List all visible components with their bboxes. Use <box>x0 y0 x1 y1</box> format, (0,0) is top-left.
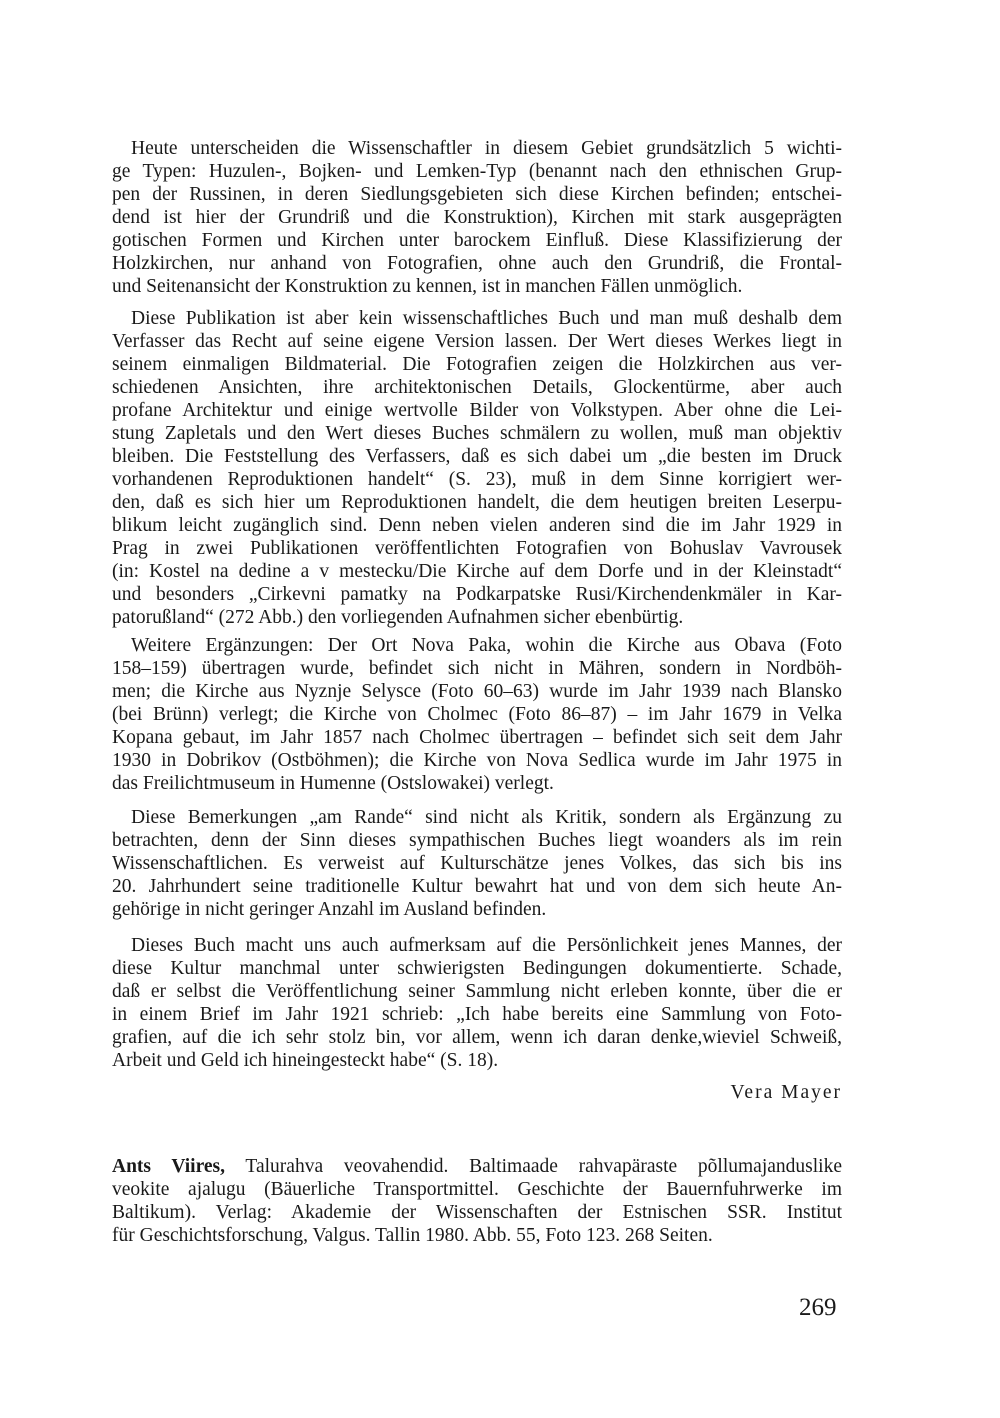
page-number: 269 <box>799 1294 837 1321</box>
paragraph <box>112 934 842 1072</box>
text-line: patorußland“ (272 Abb.) den vorliegenden Aufnahmen sicher ebenbürtig. <box>112 607 684 628</box>
book-entry <box>112 1155 842 1247</box>
text-line: Wissenschaftlichen. Es verweist auf Kulturschätze jenes Volkes, das sich bis ins <box>112 853 842 874</box>
text-line: Heute unterscheiden die Wissenschaftler in diesem Gebiet grundsätzlich 5 wichti- <box>131 138 842 159</box>
text-line: Holzkirchen, nur anhand von Fotografien, ohne auch den Grundriß, die Frontal- <box>112 253 842 274</box>
paragraph <box>112 634 842 795</box>
text-line: stung Zapletals und den Wert dieses Buches schmälern zu wollen, muß man objektiv <box>112 423 842 444</box>
text-line: pen der Russinen, in deren Siedlungsgebieten sich diese Kirchen befinden; entschei- <box>112 184 842 205</box>
text-line: (bei Brünn) verlegt; die Kirche von Cholmec (Foto 86–87) – im Jahr 1679 in Velka <box>112 704 842 725</box>
text-line: Dieses Buch macht uns auch aufmerksam auf die Persönlichkeit jenes Mannes, der <box>131 935 842 956</box>
text-line: den, daß es sich hier um Reproduktionen handelt, die dem heutigen breiten Leserpu- <box>112 492 842 513</box>
text-line: in einem Brief im Jahr 1921 schrieb: „Ich habe bereits eine Sammlung von Foto- <box>112 1004 842 1025</box>
text-line: bleiben. Die Feststellung des Verfassers, daß es sich dabei um „die besten im Druck <box>112 446 842 467</box>
paragraph <box>112 806 842 921</box>
text-line: daß er selbst die Veröffentlichung seiner Sammlung nicht erleben konnte, über die er <box>112 981 842 1002</box>
text-line: 1930 in Dobrikov (Ostböhmen); die Kirche von Nova Sedlica wurde im Jahr 1975 in <box>112 750 842 771</box>
entry-author: Ants Viires, <box>112 1156 226 1177</box>
text-line: 158–159) übertragen wurde, befindet sich nicht in Mähren, sondern in Nordböh- <box>112 658 842 679</box>
paragraph <box>112 137 842 298</box>
paragraph <box>112 307 842 629</box>
text-line: men; die Kirche aus Nyznje Selysce (Foto 60–63) wurde im Jahr 1939 nach Blansko <box>112 681 842 702</box>
text-line: schiedenen Ansichten, ihre architektonischen Details, Glockentürme, aber auch <box>112 377 842 398</box>
text-line: Kopana gebaut, im Jahr 1857 nach Cholmec übertragen – befindet sich seit dem Jahr <box>112 727 842 748</box>
text-line: diese Kultur manchmal unter schwierigsten Bedingungen dokumentierte. Schade, <box>112 958 842 979</box>
text-line: gehörige in nicht geringer Anzahl im Ausland befinden. <box>112 899 547 920</box>
text-line: Diese Bemerkungen „am Rande“ sind nicht als Kritik, sondern als Ergänzung zu <box>131 807 842 828</box>
text-line: Diese Publikation ist aber kein wissenschaftliches Buch und man muß deshalb dem <box>131 308 842 329</box>
text-line: seinem einmaligen Bildmaterial. Die Fotografien zeigen die Holzkirchen aus ver- <box>112 354 842 375</box>
text-line: grafien, auf die ich sehr stolz bin, vor allem, wenn ich daran denke,wieviel Schweiß, <box>112 1027 842 1048</box>
text-line: Prag in zwei Publikationen veröffentlichten Fotografien von Bohuslav Vavrousek <box>112 538 842 559</box>
text-line: profane Architektur und einige wertvolle Bilder von Volkstypen. Aber ohne die Lei- <box>112 400 842 421</box>
text-line: vorhandenen Reproduktionen handelt“ (S. 23), muß in dem Sinne korrigiert wer- <box>112 469 842 490</box>
text-line: Verfasser das Recht auf seine eigene Version lassen. Der Wert dieses Werkes liegt in <box>112 331 842 352</box>
text-line: 20. Jahrhundert seine traditionelle Kultur bewahrt hat und von dem sich heute An- <box>112 876 842 897</box>
entry-line: Ants Viires, Talurahva veovahendid. Baltimaade rahvapäraste põllumajanduslike <box>112 1156 842 1177</box>
text-line: (in: Kostel na dedine a v mestecku/Die Kirche auf dem Dorfe und in der Kleinstadt“ <box>112 561 842 582</box>
text-line: blikum leicht zugänglich sind. Denn neben vielen anderen sind die im Jahr 1929 in <box>112 515 842 536</box>
text-line: dend ist hier der Grundriß und die Konstruktion), Kirchen mit stark ausgeprägten <box>112 207 842 228</box>
text-line: gotischen Formen und Kirchen unter barockem Einfluß. Diese Klassifizierung der <box>112 230 842 251</box>
review-signature: Vera Mayer <box>730 1082 842 1103</box>
text-line: Arbeit und Geld ich hineingesteckt habe“ (S. 18). <box>112 1050 499 1071</box>
text-line: und besonders „Cirkevni pamatky na Podkarpatske Rusi/Kirchendenkmäler in Kar- <box>112 584 842 605</box>
entry-line: Baltikum). Verlag: Akademie der Wissenschaften der Estnischen SSR. Institut <box>112 1202 842 1223</box>
text-line: betrachten, denn der Sinn dieses sympathischen Buches liegt woanders als im rein <box>112 830 842 851</box>
entry-line: für Geschichtsforschung, Valgus. Tallin 1980. Abb. 55, Foto 123. 268 Seiten. <box>112 1225 713 1246</box>
text-line: ge Typen: Huzulen-, Bojken- und Lemken-Typ (benannt nach den ethnischen Grup- <box>112 161 842 182</box>
text-line: Weitere Ergänzungen: Der Ort Nova Paka, wohin die Kirche aus Obava (Foto <box>131 635 842 656</box>
entry-line: veokite ajalugu (Bäuerliche Transportmittel. Geschichte der Bauernfuhrwerke im <box>112 1179 842 1200</box>
text-line: das Freilichtmuseum in Humenne (Ostslowakei) verlegt. <box>112 773 554 794</box>
text-line: und Seitenansicht der Konstruktion zu kennen, ist in manchen Fällen unmöglich. <box>112 276 743 297</box>
